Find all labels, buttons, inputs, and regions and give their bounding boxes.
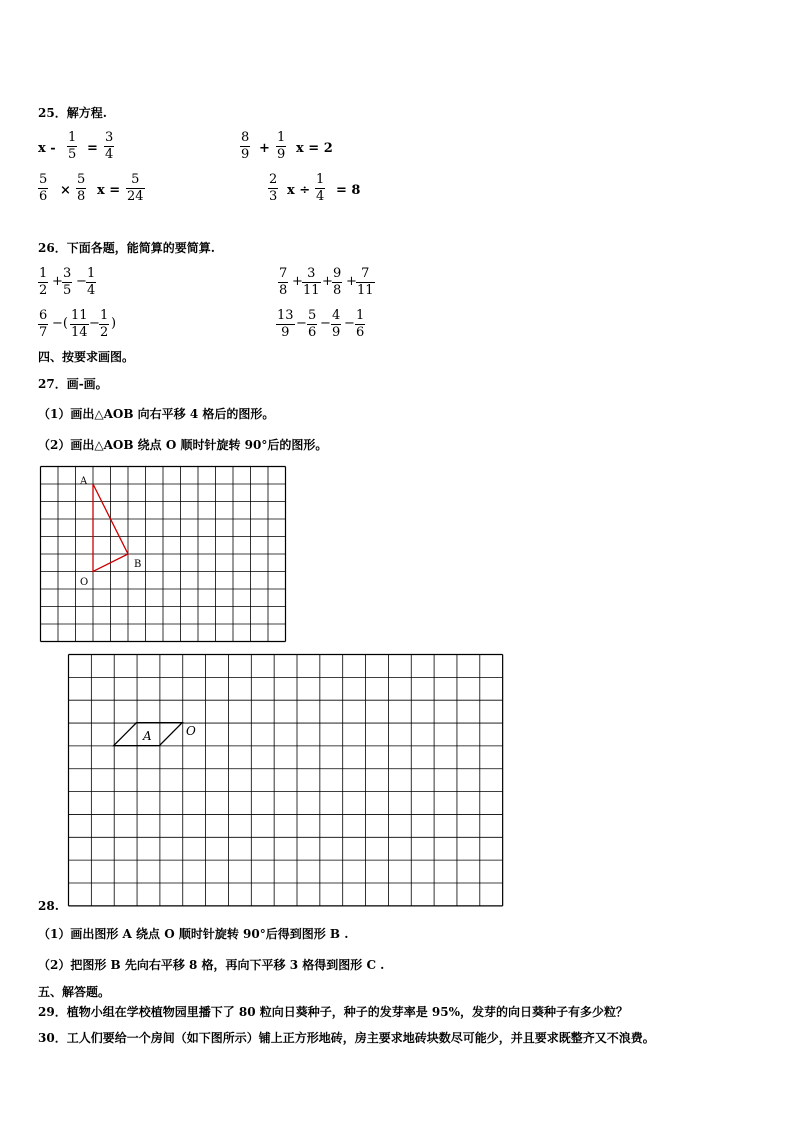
q25-eq2-fraction-1: $\frac{8}{9}$ (241, 130, 250, 162)
q26-e3-op-3: ) (111, 316, 117, 331)
q25-eq3-fraction-3: $\frac{5}{24}$ (127, 172, 144, 204)
q26-e3-fraction-3: $\frac{1}{2}$ (100, 308, 109, 340)
q25-eq3-fraction-2: $\frac{5}{8}$ (77, 172, 86, 204)
q26-e2-fraction-3: $\frac{9}{8}$ (333, 266, 342, 298)
q28-number: 28. (38, 899, 59, 913)
q26-e2-fraction-2: $\frac{3}{11}$ (303, 266, 320, 298)
q25-eq2-fraction-2: $\frac{1}{9}$ (277, 130, 286, 162)
q25-eq4-fraction-1: $\frac{2}{3}$ (269, 172, 278, 204)
q27-part-1: （1）画出△AOB 向右平移 4 格后的图形。 (38, 407, 275, 421)
q29-text: 29．植物小组在学校植物园里播下了 80 粒向日葵种子，种子的发芽率是 95%，发芽的向日葵种子有多少粒？ (38, 1005, 629, 1019)
q26-e4-fraction-1: $\frac{13}{9}$ (277, 308, 294, 340)
q25-eq1-var: x - (38, 141, 56, 156)
q26-e1-fraction-2: $\frac{3}{5}$ (63, 266, 72, 298)
q27-grid-figure (40, 466, 287, 642)
q26-e3-fraction-1: $\frac{6}{7}$ (39, 308, 48, 340)
q26-e1-op-1: + (52, 274, 63, 289)
q25-eq1-equals: = (87, 141, 98, 156)
q26-e2-op-1: + (292, 274, 303, 289)
q25-eq1-fraction-2: $\frac{3}{4}$ (105, 130, 114, 162)
q26-e2-fraction-1: $\frac{7}{8}$ (279, 266, 288, 298)
point-o-label: O (80, 577, 89, 588)
q28-part-1: （1）画出图形 A 绕点 O 顺时针旋转 90°后得到图形 B . (38, 927, 349, 941)
point-a-label: A (80, 476, 88, 487)
q26-e3-op-2: − (89, 316, 100, 331)
q26-e4-fraction-3: $\frac{4}{9}$ (332, 308, 341, 340)
q27-title: 27．画-画。 (38, 377, 108, 391)
point-o-label-28: O (186, 724, 196, 738)
q28-part-2: （2）把图形 B 先向右平移 8 格，再向下平移 3 格得到图形 C . (38, 958, 385, 972)
q25-eq4-rhs: = 8 (336, 183, 361, 198)
q26-e2-fraction-4: $\frac{7}{11}$ (357, 266, 374, 298)
q26-e4-fraction-2: $\frac{5}{6}$ (308, 308, 317, 340)
q25-eq3-xeq: x = (97, 183, 121, 198)
q26-e4-op-3: − (344, 316, 355, 331)
q28-grid-figure (68, 654, 502, 910)
q26-e2-op-3: + (346, 274, 357, 289)
q25-eq4-xdiv: x ÷ (287, 183, 311, 198)
section-5-heading: 五、解答题。 (38, 985, 111, 999)
q26-title: 26．下面各题，能简算的要简算. (38, 241, 215, 255)
q25-eq1-fraction-1: $\frac{1}{5}$ (68, 130, 77, 162)
q28-grid (69, 655, 503, 906)
q26-e1-fraction-1: $\frac{1}{2}$ (39, 266, 48, 298)
section-4-heading: 四、按要求画图。 (38, 350, 135, 364)
q25-eq4-fraction-2: $\frac{1}{4}$ (316, 172, 325, 204)
q25-eq3-times: × (60, 183, 71, 198)
q26-e1-fraction-3: $\frac{1}{4}$ (87, 266, 96, 298)
q26-e2-op-2: + (322, 274, 333, 289)
q25-eq2-plus: + (259, 141, 270, 156)
q27-grid (41, 467, 286, 642)
shape-a-label: A (143, 729, 152, 743)
q26-e4-op-2: − (320, 316, 331, 331)
q26-e3-op-1: −( (52, 316, 68, 331)
q25-title: 25．解方程. (38, 106, 107, 120)
q25-eq3-fraction-1: $\frac{5}{6}$ (39, 172, 48, 204)
q26-e1-op-2: − (76, 274, 87, 289)
q26-e4-op-1: − (296, 316, 307, 331)
q26-e3-fraction-2: $\frac{11}{14}$ (71, 308, 88, 340)
q26-e4-fraction-4: $\frac{1}{6}$ (356, 308, 365, 340)
q27-part-2: （2）画出△AOB 绕点 O 顺时针旋转 90°后的图形。 (38, 438, 328, 452)
q30-text: 30．工人们要给一个房间（如下图所示）铺上正方形地砖，房主要求地砖块数尽可能少，并且要求既整齐又不浪费。 (38, 1031, 655, 1045)
point-b-label: B (134, 559, 142, 570)
q25-eq2-rhs: x = 2 (296, 141, 333, 156)
